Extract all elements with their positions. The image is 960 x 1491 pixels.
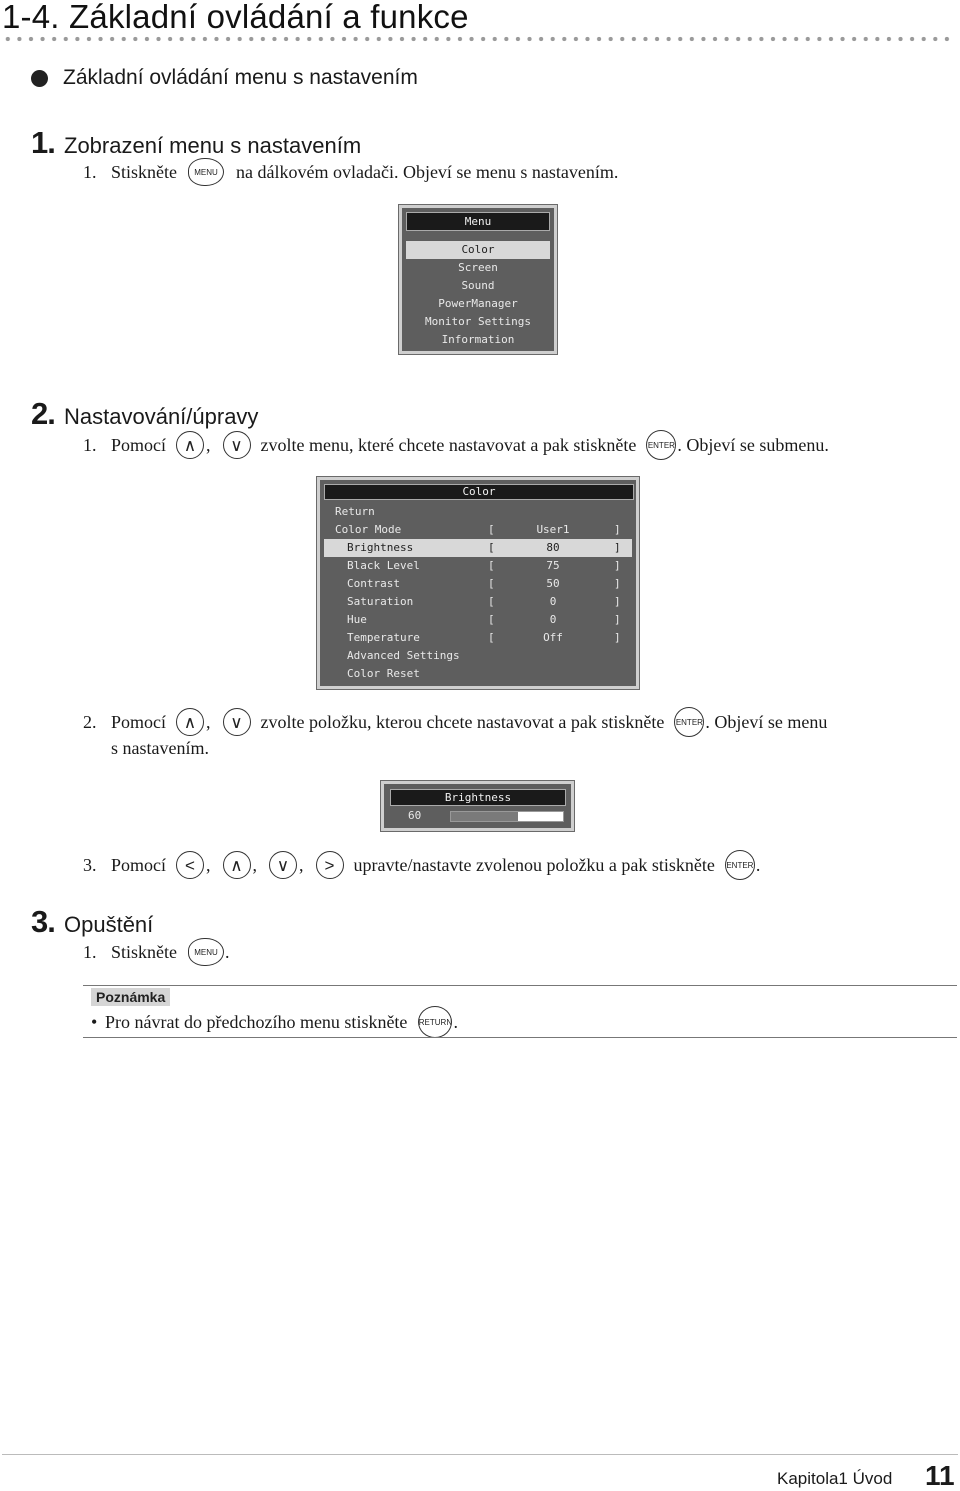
step-2-heading: [31, 396, 258, 432]
osd-row-color-mode[interactable]: [320, 521, 636, 539]
step-3-paragraph-1: [83, 938, 230, 966]
enter-button-icon: ENTER: [646, 430, 676, 460]
osd-row-saturation[interactable]: [320, 593, 636, 611]
enter-button-icon: ENTER: [725, 850, 755, 880]
up-arrow-glyph: ∧: [230, 855, 243, 875]
bracket: ]: [614, 541, 621, 554]
paragraph-number: 1.: [83, 941, 97, 962]
osd-title: Color: [324, 484, 634, 500]
step-2-paragraph-2: [83, 707, 827, 737]
note-text: .: [453, 1011, 458, 1032]
osd-item-powermanager[interactable]: PowerManager: [438, 297, 518, 310]
osd-title: Menu: [406, 212, 550, 231]
up-arrow-icon: [176, 431, 204, 459]
paragraph-text: Pomocí: [111, 711, 167, 732]
osd-row-color-reset[interactable]: [320, 665, 636, 683]
bracket: ]: [614, 559, 621, 572]
paragraph-text: Pomocí: [111, 434, 167, 455]
brightness-osd: [381, 781, 574, 831]
paragraph-text: .: [225, 941, 230, 962]
row-label: Saturation: [347, 595, 414, 608]
row-label: Return: [335, 505, 375, 518]
brightness-bar-fill: [451, 812, 518, 821]
footer-chapter: Kapitola1 Úvod: [777, 1469, 893, 1488]
paragraph-text: zvolte menu, které chcete nastavovat a pak stiskněte: [260, 434, 637, 455]
return-button-icon: RETURN: [418, 1006, 452, 1038]
brightness-value: 60: [408, 809, 422, 822]
bracket: ]: [614, 613, 621, 626]
down-arrow-icon: [223, 431, 251, 459]
paragraph-number: 2.: [83, 711, 97, 732]
paragraph-text: Stiskněte: [111, 941, 177, 962]
bracket: [: [488, 595, 495, 608]
osd-item-sound[interactable]: Sound: [461, 279, 495, 292]
right-arrow-icon: [316, 851, 344, 879]
separator: ,: [252, 854, 258, 875]
paragraph-text: Pomocí: [111, 854, 167, 875]
bracket: ]: [614, 523, 621, 536]
osd-item-screen[interactable]: Screen: [458, 261, 498, 274]
row-value: 0: [549, 613, 557, 626]
up-arrow-icon: [223, 851, 251, 879]
row-value: 80: [546, 541, 560, 554]
color-osd: [317, 477, 639, 689]
row-label: Temperature: [347, 631, 420, 644]
row-value: Off: [543, 631, 563, 644]
osd-row-hue[interactable]: [320, 611, 636, 629]
dotted-divider: [2, 36, 956, 42]
down-arrow-glyph: ∨: [230, 435, 243, 455]
footer-divider: [2, 1454, 958, 1455]
bullet-icon: [31, 70, 48, 87]
bracket: [: [488, 577, 495, 590]
down-arrow-glyph: ∨: [230, 712, 243, 732]
step-title: Nastavování/úpravy: [64, 404, 259, 429]
paragraph-text: na dálkovém ovladači. Objeví se menu s nastavením.: [236, 161, 619, 182]
bracket: [: [488, 523, 495, 536]
row-label: Hue: [347, 613, 367, 626]
menu-button-icon: MENU: [188, 158, 224, 186]
osd-row-contrast[interactable]: [320, 575, 636, 593]
bracket: ]: [614, 577, 621, 590]
row-label: Color Mode: [335, 523, 402, 536]
osd-row-temperature[interactable]: [320, 629, 636, 647]
step-2-paragraph-1: [83, 430, 829, 460]
paragraph-text: . Objeví se menu: [705, 711, 828, 732]
note-label: Poznámka: [91, 988, 170, 1006]
note-item: [91, 1006, 458, 1038]
paragraph-text: upravte/nastavte zvolenou položku a pak stiskněte: [353, 854, 715, 875]
separator: ,: [206, 434, 211, 455]
osd-title: Brightness: [390, 789, 566, 806]
row-label: Color Reset: [347, 667, 420, 680]
left-arrow-icon: [176, 851, 204, 879]
bracket: [: [488, 631, 495, 644]
up-arrow-icon: [176, 708, 204, 736]
osd-item-color[interactable]: Color: [406, 241, 550, 259]
section-title: [31, 66, 418, 90]
row-value: User1: [536, 523, 570, 536]
osd-row-advanced-settings[interactable]: [320, 647, 636, 665]
separator: ,: [206, 854, 211, 875]
menu-osd: [399, 205, 557, 354]
row-label: Black Level: [347, 559, 420, 572]
note-bullet: •: [91, 1011, 98, 1032]
paragraph-number: 1.: [83, 434, 97, 455]
down-arrow-glyph: ∨: [276, 855, 290, 875]
down-arrow-icon: [223, 708, 251, 736]
section-title-text: Základní ovládání menu s nastavením: [63, 66, 418, 89]
step-2-paragraph-3: [83, 850, 760, 880]
paragraph-number: 3.: [83, 854, 97, 875]
separator: ,: [206, 711, 211, 732]
menu-button-icon: MENU: [188, 938, 224, 966]
row-label: Advanced Settings: [347, 649, 460, 662]
osd-row-black-level[interactable]: [320, 557, 636, 575]
row-value: 50: [546, 577, 560, 590]
step-number: 2.: [31, 396, 55, 431]
bracket: [: [488, 541, 495, 554]
row-label: Brightness: [347, 541, 414, 554]
step-number: 1.: [31, 125, 55, 160]
brightness-bar[interactable]: [450, 811, 564, 822]
page-title: 1-4. Základní ovládání a funkce: [2, 0, 469, 35]
step-1-heading: [31, 125, 361, 161]
note-bottom-divider: [83, 1037, 957, 1038]
row-value: 0: [549, 595, 557, 608]
separator: ,: [299, 854, 304, 875]
paragraph-text: zvolte položku, kterou chcete nastavovat a pak stiskněte: [260, 711, 665, 732]
up-arrow-glyph: ∧: [183, 435, 197, 455]
left-arrow-glyph: <: [185, 855, 195, 875]
bracket: ]: [614, 631, 621, 644]
osd-row-return[interactable]: [320, 503, 636, 521]
step-title: Opuštění: [64, 912, 154, 937]
paragraph-text: Stiskněte: [111, 161, 177, 182]
note-text: Pro návrat do předchozího menu stiskněte: [105, 1011, 408, 1032]
step-number: 3.: [31, 904, 55, 939]
note-top-divider: [83, 985, 957, 986]
osd-item-monitor-settings[interactable]: Monitor Settings: [425, 315, 531, 328]
row-label: Contrast: [347, 577, 400, 590]
step-2-paragraph-2-continued: [111, 738, 209, 759]
bracket: [: [488, 613, 495, 626]
osd-item-information[interactable]: Information: [441, 333, 515, 346]
bracket: [: [488, 559, 495, 572]
step-title: Zobrazení menu s nastavením: [64, 133, 362, 158]
row-value: 75: [546, 559, 560, 572]
step-1-paragraph-1: [83, 158, 618, 186]
paragraph-text: . Objeví se submenu.: [677, 434, 829, 455]
step-3-heading: [31, 904, 153, 940]
bracket: ]: [614, 595, 621, 608]
enter-button-icon: ENTER: [674, 707, 704, 737]
up-arrow-glyph: ∧: [183, 712, 197, 732]
page-number: 11: [925, 1460, 955, 1491]
color-osd-rows: [320, 502, 636, 686]
osd-row-brightness[interactable]: [324, 539, 632, 557]
down-arrow-icon: [269, 851, 297, 879]
right-arrow-glyph: >: [324, 855, 335, 875]
paragraph-number: 1.: [83, 161, 97, 182]
paragraph-text: s nastavením.: [111, 738, 209, 758]
paragraph-text: .: [755, 854, 761, 875]
